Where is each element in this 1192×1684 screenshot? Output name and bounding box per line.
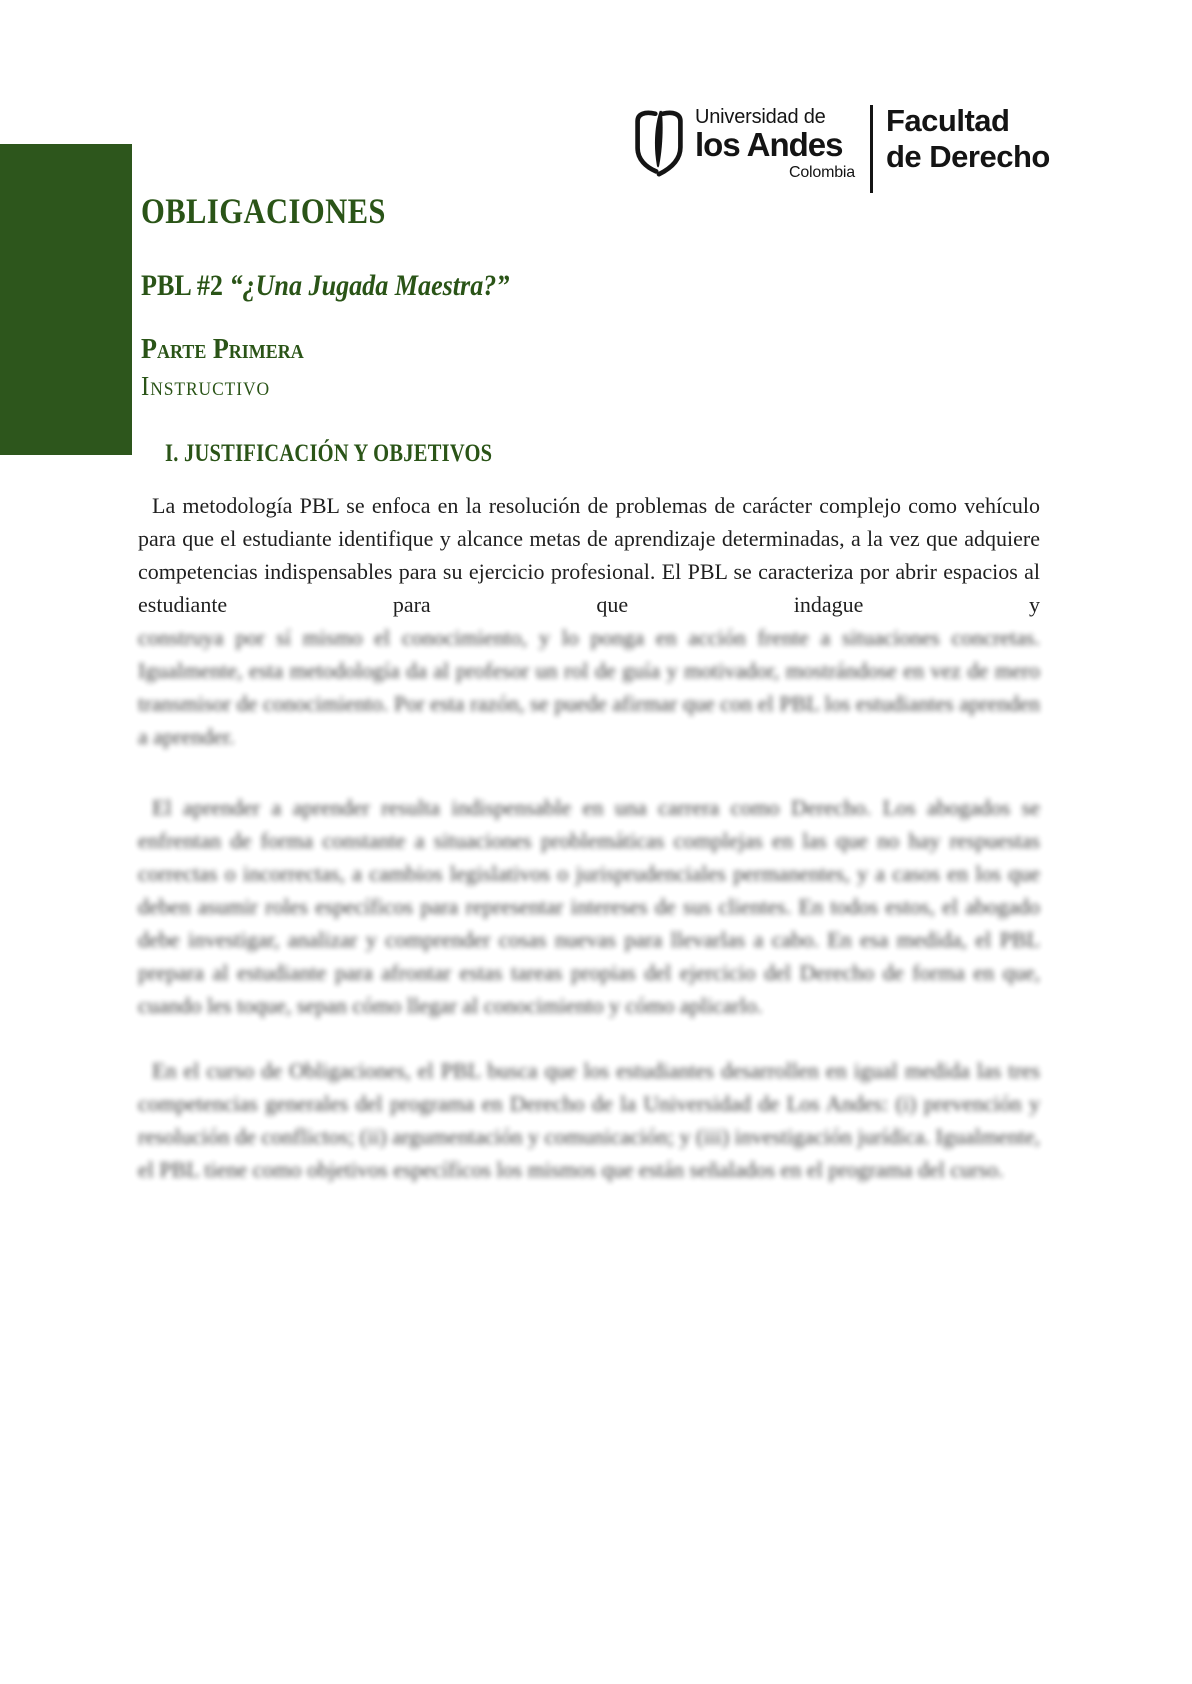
paragraph-1-sharp: La metodología PBL se enfoca en la resolución de problemas de carácter complejo como vehículo para que el estudiante identifique y alcance metas de aprendizaje determinadas, a la vez que adquiere competencias indispensables para su ejercicio profesional. El PBL se caracteriza por abrir espacios al estudiante para que indague y bbox=[138, 493, 1040, 617]
faculty-wordmark bbox=[886, 103, 1050, 175]
paragraph-3-blurred: En el curso de Obligaciones, el PBL busca que los estudiantes desarrollen en igual medida las tres competencias generales del programa en Derecho de la Universidad de Los Andes: (i) prevención y resolución de conflictos; (ii) argumentación y comunicación; y (iii) investigación jurídica. Igualmente, el PBL tiene como objetivos específicos los mismos que están señalados en el programa del curso. bbox=[138, 1058, 1040, 1182]
subtitle-quote: “¿Una Jugada Maestra?” bbox=[229, 268, 510, 302]
wordmark-line1: Universidad de bbox=[695, 106, 826, 128]
faculty-line2: de Derecho bbox=[886, 139, 1050, 174]
body-text-column bbox=[138, 489, 1040, 1186]
paragraph-1-blurred: construya por sí mismo el conocimiento, y lo ponga en acción frente a situaciones concretas. Igualmente, esta metodología da al profesor un rol de guía y motivador, mostrándose en vez de mero transmisor de conocimiento. Por esta razón, se puede afirmar que con el PBL los estudiantes aprenden a aprender. bbox=[138, 625, 1040, 749]
faculty-line1: Facultad bbox=[886, 103, 1010, 138]
logo-divider bbox=[870, 105, 873, 193]
document-subtitle bbox=[141, 269, 509, 303]
section-heading-justificacion: I. JUSTIFICACIÓN Y OBJETIVOS bbox=[165, 440, 493, 467]
wordmark-line2: los Andes bbox=[695, 126, 843, 163]
page-title: OBLIGACIONES bbox=[141, 191, 386, 232]
subtitle-prefix: PBL #2 bbox=[141, 268, 230, 302]
university-wordmark bbox=[695, 107, 855, 181]
part-subheading: Instructivo bbox=[141, 371, 271, 401]
part-heading: Parte Primera bbox=[141, 333, 304, 365]
university-logo bbox=[0, 0, 1192, 200]
paragraph-2-blurred: El aprender a aprender resulta indispensable en una carrera como Derecho. Los abogados se enfrentan de forma constante a situaciones problemáticas complejas en las que no hay respuestas correctas o incorrectas, a cambios legislativos o jurisprudenciales permanentes, y a casos en los que deben asumir roles específicos para representar intereses de sus clientes. En todos estos, el abogado debe investigar, analizar y comprender cosas nuevas para llevarlas a cabo. En esa medida, el PBL prepara al estudiante para afrontar estas tareas propias del ejercicio del Derecho de forma en que, cuando les toque, sepan cómo llegar al conocimiento y cómo aplicarlo. bbox=[138, 795, 1040, 1018]
wordmark-country: Colombia bbox=[789, 164, 855, 181]
uniandes-shield-icon bbox=[631, 110, 687, 177]
